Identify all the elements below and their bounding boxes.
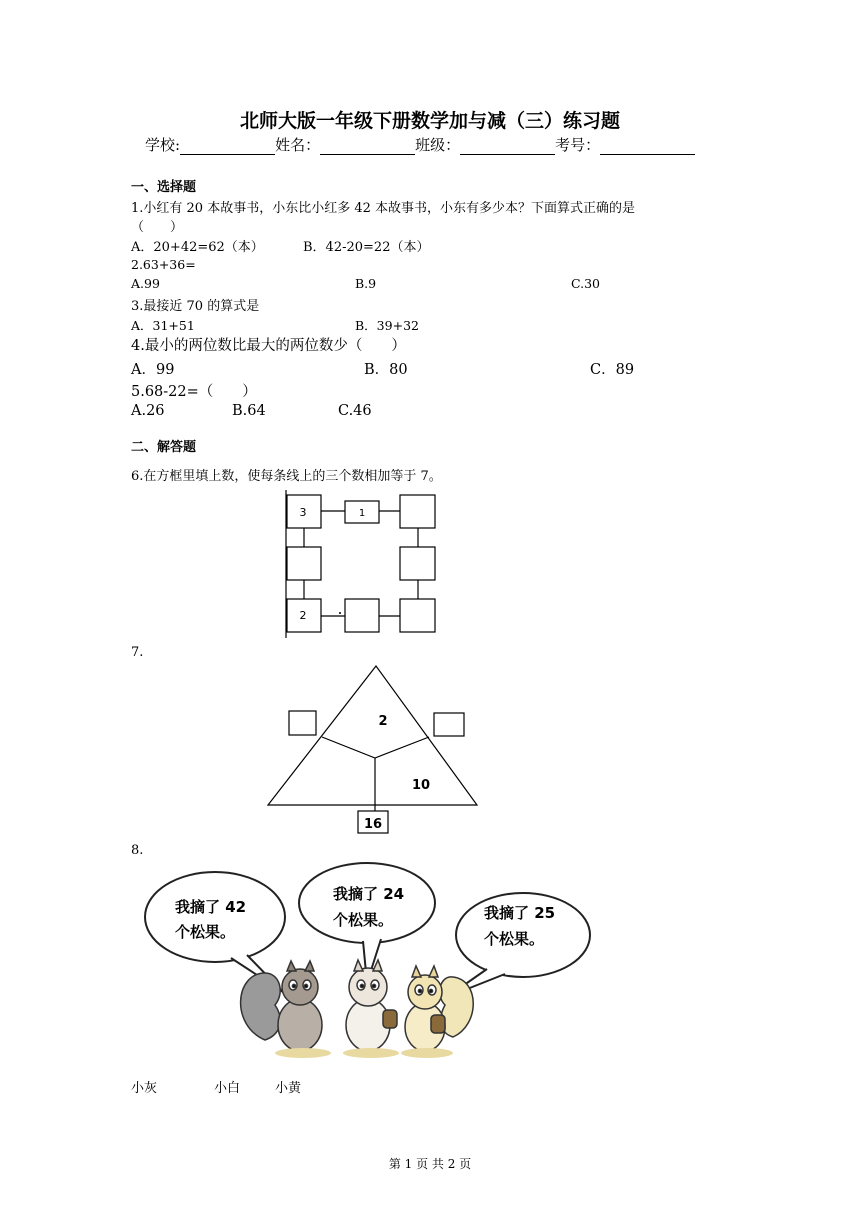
name-label: 姓名： (275, 136, 321, 154)
exam-no-label: 考号： (555, 136, 601, 154)
q5-option-b: B.64 (232, 403, 266, 419)
bubble-line: 个松果。 (484, 930, 545, 948)
q6-box-bottom-middle[interactable] (345, 599, 379, 632)
q4-option-a: A．99 (131, 362, 175, 378)
q8-label: 8. (131, 843, 144, 858)
section-1-heading: 一、选择题 (131, 180, 197, 195)
class-blank[interactable] (460, 138, 555, 155)
q7-number-right: 10 (411, 778, 431, 793)
q1-option-b: B．42-20=22（本） (303, 240, 430, 255)
page-title: 北师大版一年级下册数学加与减（三）练习题 (239, 110, 620, 132)
squirrel-name-grey: 小灰 (131, 1081, 158, 1096)
page-footer: 第 1 页 共 2 页 (388, 1157, 472, 1171)
q5-text: 5.68-22=（ ） (131, 384, 257, 400)
q5-option-c: C.46 (338, 403, 372, 419)
student-info-line (145, 134, 695, 155)
q7-triangle-diagram (262, 660, 482, 836)
q6-number: 1 (358, 508, 366, 519)
q2-text: 2.63+36= (131, 257, 196, 272)
q7-right-answer-box[interactable] (434, 713, 464, 736)
q8-squirrel-illustration (135, 855, 595, 1065)
q7-number-top: 2 (378, 714, 388, 729)
q1-text: 1.小红有 20 本故事书，小东比小红多 42 本故事书，小东有多少本？下面算式正确的是 (131, 201, 636, 216)
class-label: 班级： (415, 136, 461, 154)
speech-bubble (145, 872, 285, 962)
q6-number: 3 (299, 506, 307, 519)
q2-option-c: C.30 (571, 276, 600, 291)
q2-option-a: A.99 (131, 276, 160, 291)
squirrel-name-white: 小白 (214, 1081, 241, 1096)
squirrel-white (343, 960, 399, 1058)
q3-text: 3.最接近 70 的算式是 (131, 299, 260, 314)
q3-option-a: A．31+51 (131, 318, 195, 333)
q7-number-bottom: 16 (363, 817, 383, 832)
q6-dot (339, 612, 341, 614)
q5-option-a: A.26 (131, 403, 165, 419)
name-blank[interactable] (320, 138, 415, 155)
exam-no-blank[interactable] (600, 138, 695, 155)
q6-box-middle-right[interactable] (400, 547, 435, 580)
q4-option-c: C．89 (590, 362, 635, 378)
q6-box-middle-left[interactable] (287, 547, 321, 580)
bubble-line: 我摘了 24 (333, 885, 405, 903)
bubble-line: 个松果。 (175, 923, 236, 941)
squirrel-yellow (401, 966, 473, 1058)
squirrel-grey (241, 961, 331, 1058)
bubble-line: 个松果。 (333, 911, 394, 929)
bubble-line: 我摘了 42 (175, 898, 247, 916)
section-2-heading: 二、解答题 (131, 440, 197, 455)
squirrel-name-yellow: 小黄 (275, 1081, 302, 1096)
q6-box-top-right[interactable] (400, 495, 435, 528)
q4-text: 4.最小的两位数比最大的两位数少（ ） (131, 338, 406, 354)
q6-square-diagram (280, 490, 444, 638)
school-label: 学校: (145, 136, 181, 154)
q1-option-a: A．20+42=62（本） (131, 240, 264, 255)
q6-number: 2 (299, 609, 307, 622)
q6-text: 6.在方框里填上数，使每条线上的三个数相加等于 7。 (131, 469, 442, 484)
q7-label: 7. (131, 645, 144, 660)
q1-paren: （ ） (131, 220, 184, 235)
bubble-line: 我摘了 25 (484, 904, 556, 922)
q4-option-b: B．80 (364, 362, 408, 378)
speech-bubble (299, 863, 435, 943)
q6-box-bottom-right[interactable] (400, 599, 435, 632)
q3-option-b: B．39+32 (355, 318, 419, 333)
school-blank[interactable] (180, 138, 275, 155)
q7-divider-line (322, 737, 429, 758)
q7-left-answer-box[interactable] (289, 711, 316, 735)
q2-option-b: B.9 (355, 276, 377, 291)
